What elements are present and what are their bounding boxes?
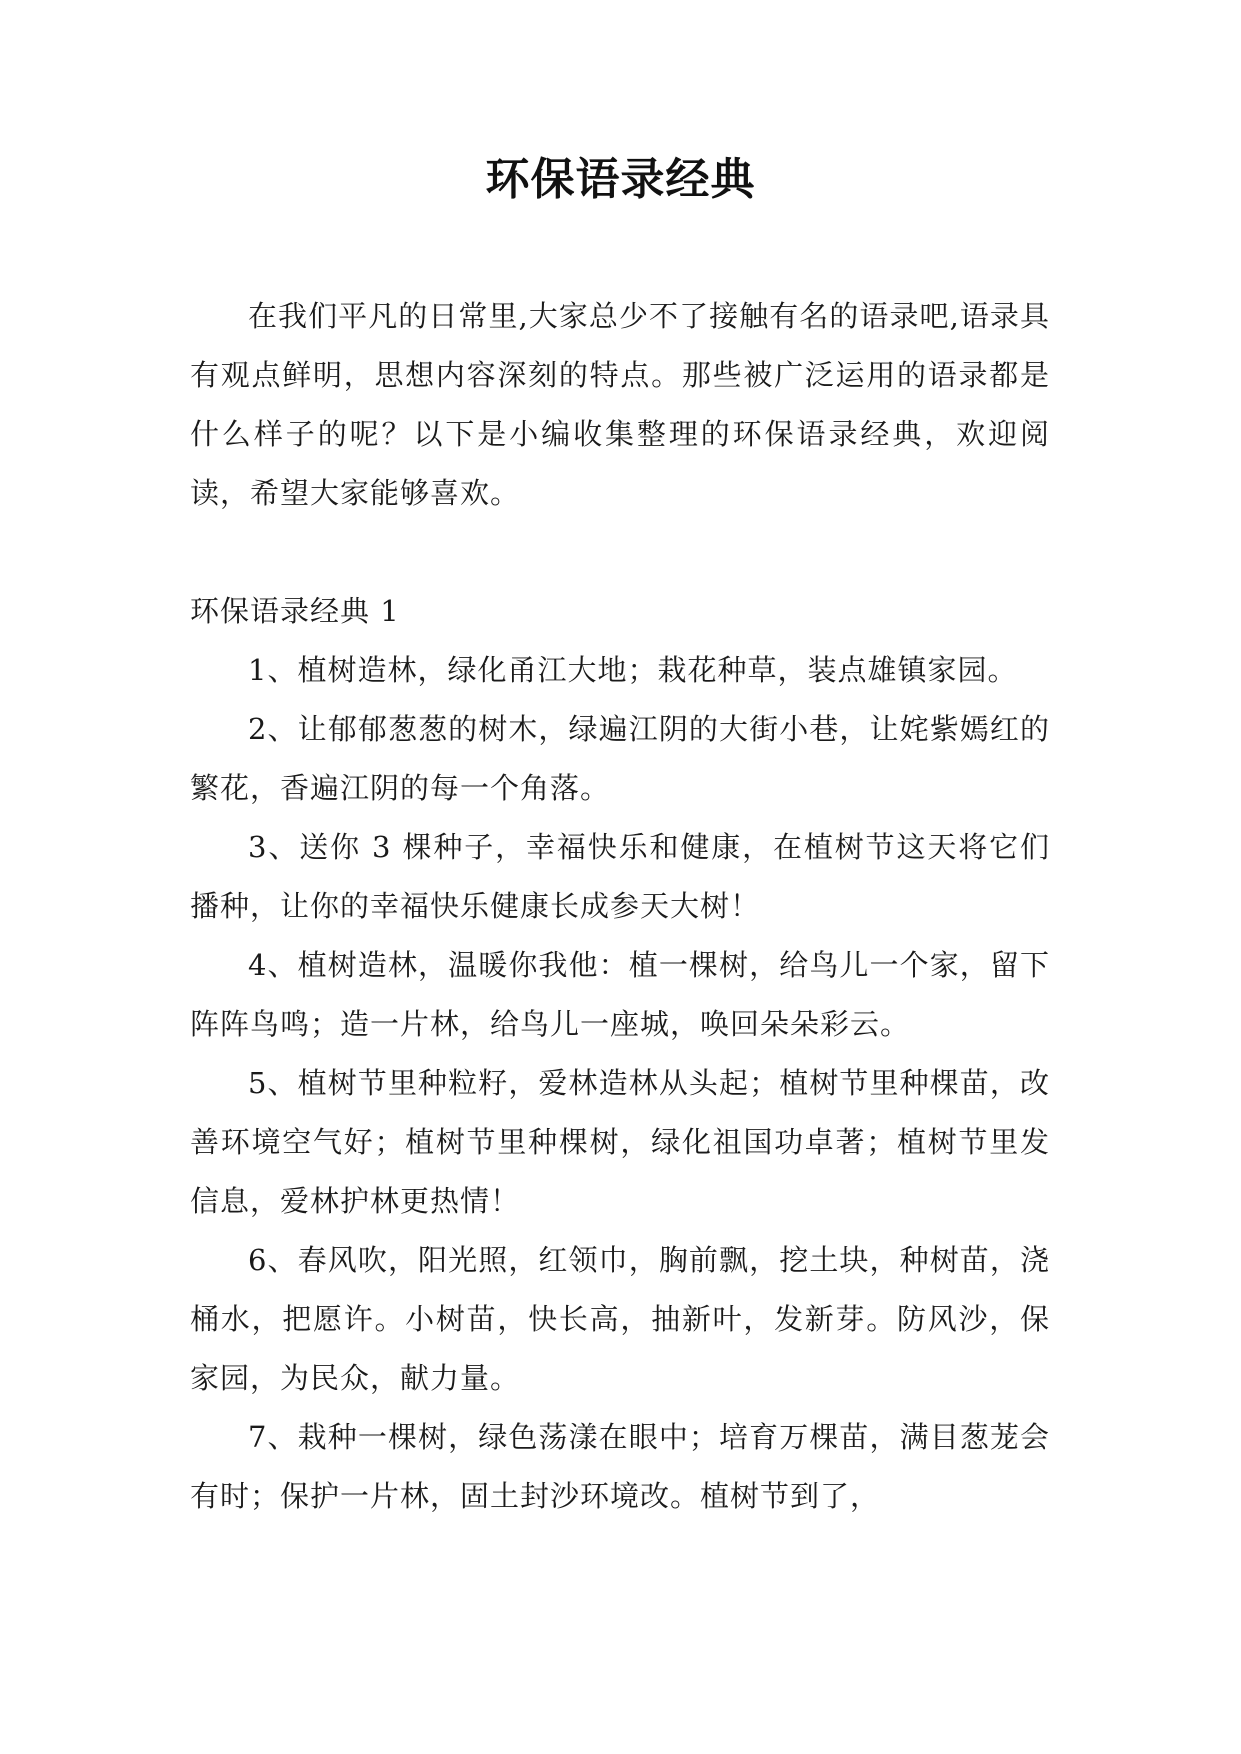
section-block <box>190 582 1050 1526</box>
list-item: 5、植树节里种粒籽，爱林造林从头起；植树节里种棵苗，改善环境空气好；植树节里种棵树，绿化祖国功卓著；植树节里发信息，爱林护林更热情！ <box>190 1066 1050 1218</box>
list-item: 2、让郁郁葱葱的树木，绿遍江阴的大街小巷，让姹紫嫣红的繁花，香遍江阴的每一个角落。 <box>190 712 1050 805</box>
list-item: 4、植树造林，温暖你我他：植一棵树，给鸟儿一个家，留下阵阵鸟鸣；造一片林，给鸟儿一座城，唤回朵朵彩云。 <box>190 948 1050 1041</box>
intro-block <box>190 287 1050 523</box>
list-item: 3、送你 3 棵种子，幸福快乐和健康，在植树节这天将它们播种，让你的幸福快乐健康长成参天大树！ <box>190 830 1050 923</box>
list-item: 1、植树造林，绿化甬江大地；栽花种草，装点雄镇家园。 <box>248 653 1018 687</box>
document-title: 环保语录经典 <box>485 154 756 205</box>
intro-paragraph: 在我们平凡的日常里,大家总少不了接触有名的语录吧,语录具有观点鲜明，思想内容深刻的特点。那些被广泛运用的语录都是什么样子的呢？以下是小编收集整理的环保语录经典，欢迎阅读，希望大家能够喜欢。 <box>190 299 1050 510</box>
list-item: 7、栽种一棵树，绿色荡漾在眼中；培育万棵苗，满目葱茏会有时；保护一片林，固土封沙环境改。植树节到了， <box>190 1420 1050 1513</box>
list-item: 6、春风吹，阳光照，红领巾，胸前飘，挖土块，种树苗，浇桶水，把愿许。小树苗，快长高，抽新叶，发新芽。防风沙，保家园，为民众，献力量。 <box>190 1243 1050 1395</box>
section-heading: 环保语录经典 1 <box>190 594 400 628</box>
